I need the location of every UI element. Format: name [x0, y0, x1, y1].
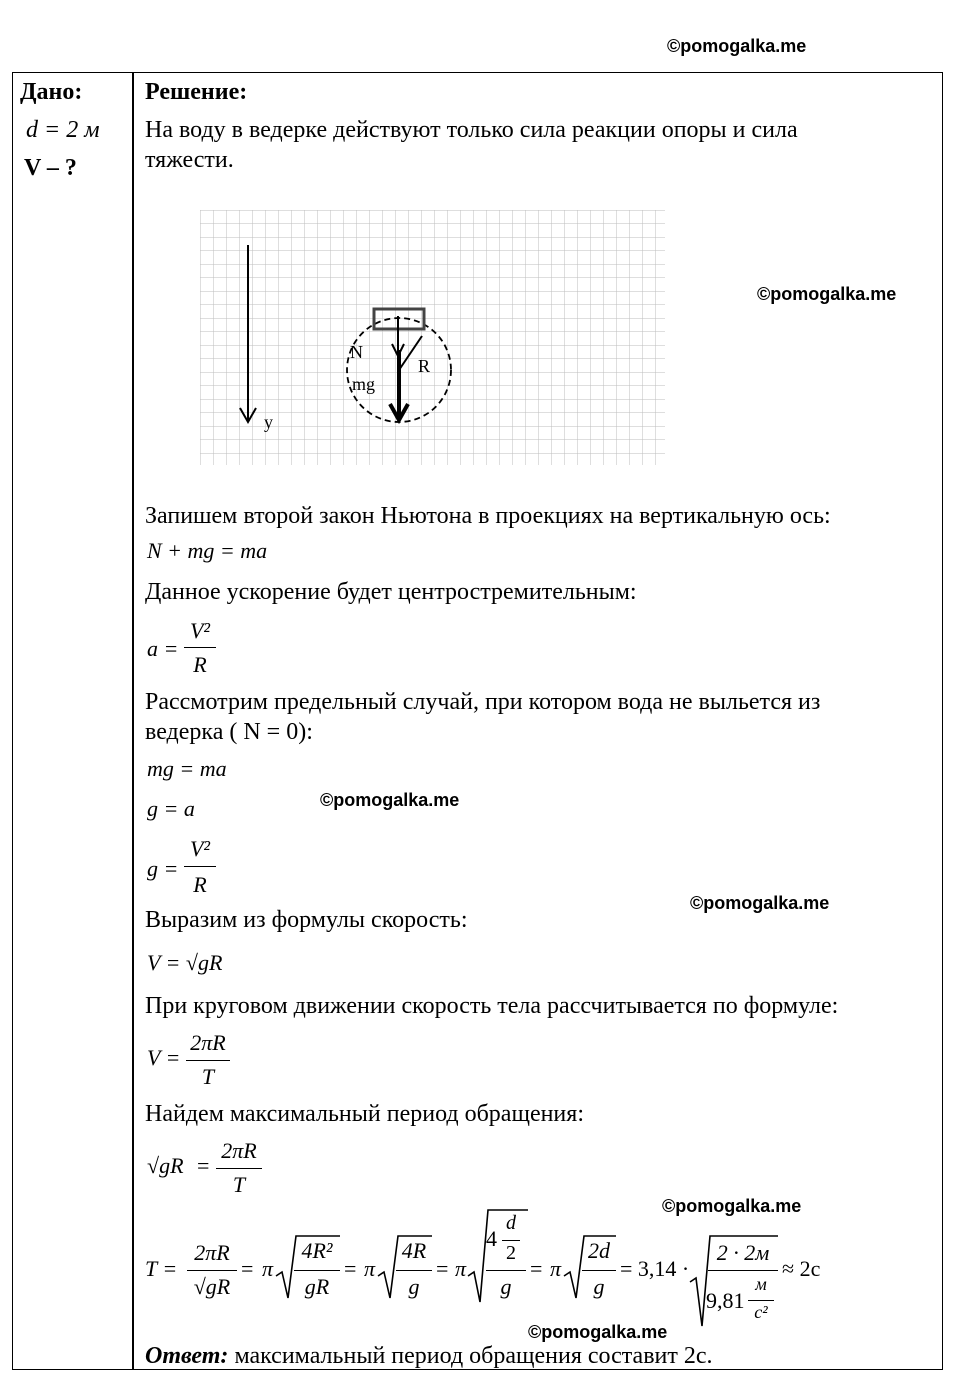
watermark: ©pomogalka.me [667, 36, 807, 56]
value-3-14: = 3,14 · [620, 1256, 690, 1281]
answer-label: Ответ: [145, 1343, 229, 1369]
watermark: ©pomogalka.me [528, 1322, 668, 1342]
frac-den: √gR [193, 1274, 231, 1299]
fraction-line [396, 1270, 432, 1271]
equals-sign: = [197, 1153, 210, 1178]
formula-v-lhs: V = [147, 1045, 181, 1070]
newton-text: Запишем второй закон Ньютона в проекциях на вертикальную ось: [145, 503, 831, 529]
fraction-line [216, 1168, 262, 1169]
limit-text-1: Рассмотрим предельный случай, при котором вода не выльется из [145, 689, 821, 715]
fraction-line [186, 1060, 230, 1061]
frac-den: R [193, 872, 207, 897]
equals-sign: = [436, 1256, 449, 1281]
pi-symbol: π [364, 1256, 376, 1281]
equals-sign: = [344, 1256, 357, 1281]
frac-num: 4R [401, 1238, 427, 1263]
fraction-line [184, 647, 216, 648]
frac-den: 2 [506, 1242, 516, 1264]
frac-num: 4R² [301, 1238, 333, 1263]
force-diagram [200, 210, 670, 468]
frac-den: T [232, 1172, 246, 1197]
fraction-line [486, 1270, 526, 1271]
fraction-line [708, 1270, 778, 1271]
fraction-line [294, 1270, 340, 1271]
express-text: Выразим из формулы скорость: [145, 907, 468, 933]
solution-heading: Решение: [145, 79, 248, 105]
frac-num: м [755, 1274, 767, 1294]
equals-sign: = [530, 1256, 543, 1281]
label-r: R [418, 356, 431, 376]
answer-text: максимальный период обращения составит 2с. [228, 1343, 713, 1369]
frac-den: g [593, 1274, 605, 1299]
answer [145, 1342, 713, 1370]
equals-sign: = [241, 1256, 254, 1281]
frac-den: g [408, 1274, 420, 1299]
intro-line-1: На воду в ведерке действуют только сила реакции опоры и сила [145, 117, 798, 143]
frac-num: 2πR [221, 1138, 257, 1163]
equation-g-a: g = a [147, 796, 195, 821]
formula-a-lhs: a = [147, 636, 179, 661]
circular-text: При круговом движении скорость тела рассчитывается по формуле: [145, 993, 839, 1019]
formula-t-lhs: T = [145, 1256, 178, 1281]
pi-symbol: π [455, 1256, 467, 1281]
watermark: ©pomogalka.me [662, 1196, 802, 1216]
result-approx: ≈ 2с [782, 1256, 821, 1281]
frac-den: с² [754, 1302, 768, 1322]
frac-num: V² [189, 618, 211, 643]
sqrt-gr: √gR [147, 1153, 184, 1178]
label-n: N [350, 342, 363, 362]
limit-text-2: ведерка ( N = 0): [145, 719, 313, 745]
frac-den: gR [304, 1274, 330, 1299]
centripetal-text: Данное ускорение будет центростремительным: [145, 579, 637, 605]
frac-num: V² [189, 836, 211, 861]
given-v: V – ? [24, 155, 77, 181]
label-y: y [264, 412, 273, 432]
column-divider [132, 72, 134, 1370]
period-text: Найдем максимальный период обращения: [145, 1101, 584, 1127]
fraction-line [184, 866, 216, 867]
label-mg: mg [352, 374, 376, 394]
intro-line-2: тяжести. [145, 147, 234, 173]
given-d: d = 2 м [26, 117, 100, 143]
frac-den: T [201, 1064, 215, 1089]
newton-equation: N + mg = ma [147, 538, 268, 563]
watermark: ©pomogalka.me [757, 284, 897, 304]
frac-num: 2πR [190, 1030, 226, 1055]
fraction-line [582, 1270, 616, 1271]
value-9-81: 9,81 [706, 1288, 745, 1313]
four-numeral: 4 [486, 1226, 497, 1251]
formula-g-lhs: g = [147, 856, 179, 881]
watermark: ©pomogalka.me [690, 893, 830, 913]
frac-den: R [193, 652, 207, 677]
fraction-line [187, 1270, 237, 1271]
given-heading: Дано: [20, 79, 83, 105]
pi-symbol: π [550, 1256, 562, 1281]
frac-num: d [506, 1212, 516, 1234]
watermark: ©pomogalka.me [320, 790, 460, 810]
frac-num: 2d [588, 1238, 610, 1263]
equation-mg-ma: mg = ma [147, 756, 227, 781]
equation-v-sqrt: V = √gR [147, 950, 223, 975]
frac-num: 2 · 2м [716, 1240, 770, 1265]
frac-num: 2πR [194, 1240, 230, 1265]
frac-den: g [500, 1274, 512, 1299]
pi-symbol: π [262, 1256, 274, 1281]
